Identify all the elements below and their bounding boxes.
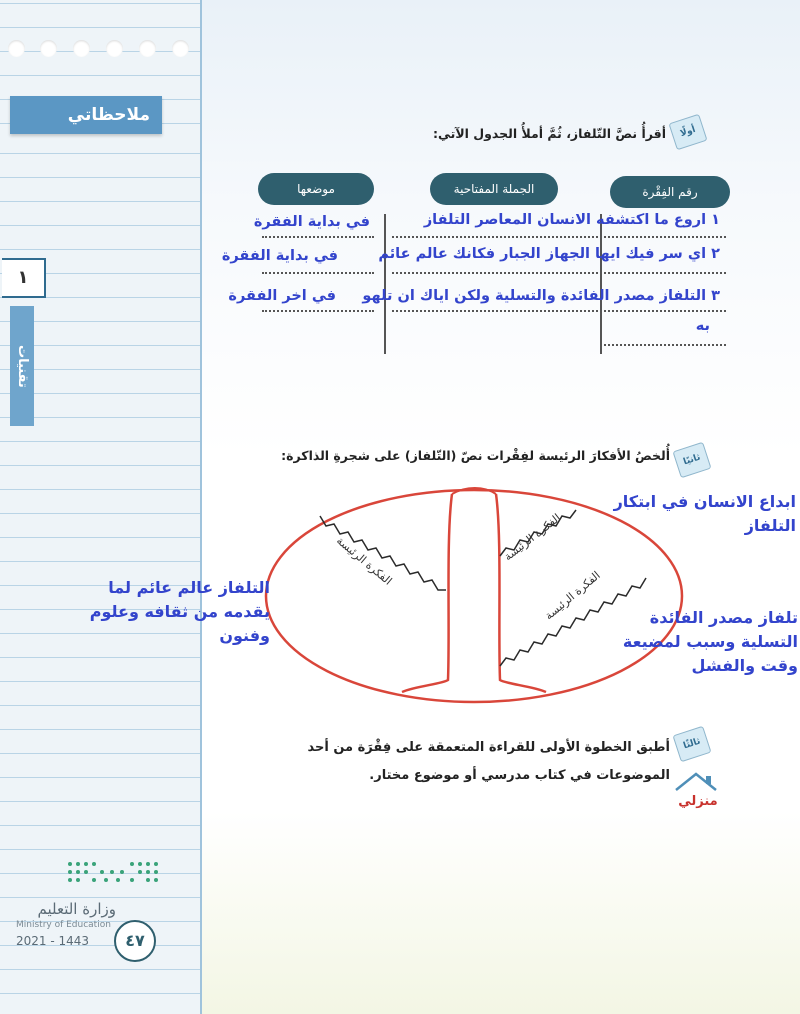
row-line (604, 344, 726, 346)
answer-top-right (596, 490, 796, 538)
row2-position: في بداية الفقرة (221, 248, 338, 264)
branch-label-top-right: الفكرة الرئيسة (501, 511, 564, 564)
ministry-name-en: Ministry of Education (16, 920, 111, 930)
binder-hole-icon (73, 40, 90, 57)
row1-position: في بداية الفقرة (253, 214, 370, 230)
year-label: 2021 - 1443 (16, 934, 90, 948)
ministry-name-ar: وزارة التعليم (37, 900, 116, 918)
row-line (392, 272, 726, 274)
section3-instruction-line2: الموضوعات في كتاب مدرسي أو موضوع مختار. (369, 768, 670, 783)
ministry-logo-icon (62, 858, 162, 888)
section3-instruction-line1: أطبق الخطوة الأولى للقراءة المتعمقة على فِقْرَة من أحد (307, 740, 670, 755)
answer-line: تلفاز مصدر الفائدة (649, 608, 798, 627)
row3-continuation: به (695, 318, 710, 334)
section2-badge: ثانيًا (672, 442, 711, 479)
table-divider (600, 214, 602, 354)
answer-line: التلفاز (744, 516, 796, 535)
binder-hole-icon (172, 40, 189, 57)
unit-number: ١ (2, 258, 46, 298)
section1-instruction: أقرأُ نصَّ التّلفاز، ثُمَّ أملأُ الجدول الآتي: (433, 126, 666, 141)
answer-bottom-right (610, 606, 798, 678)
row-line (262, 236, 374, 238)
notes-title: ملاحظاتي (10, 96, 162, 134)
home-label: منزلي (678, 794, 718, 809)
row-line (262, 310, 374, 312)
answer-line: وفنون (219, 626, 270, 645)
section3-badge: ثالثًا (672, 726, 711, 763)
section1-badge: أولًا (668, 114, 707, 151)
section2-instruction: أُلخصُ الأفكارَ الرئيسة لفِقْرات نصّ (التّلفاز) على شجرةِ الذاكرة: (281, 448, 670, 463)
answer-line: التلفاز عالم عائم لما (108, 578, 270, 597)
branch-label-left: الفكرة الرئيسة (333, 534, 395, 588)
row2-sentence: ٢ اي سر فيك ايها الجهاز الجبار فكانك عالم عائم (378, 246, 720, 262)
row3-position: في اخر الفقرة (228, 288, 336, 304)
unit-name: تقنيات (10, 306, 34, 426)
answer-line: يقدمه من ثقافه وعلوم (89, 602, 270, 621)
table-divider (384, 214, 386, 354)
branch-label-bottom-right: الفكرة الرئيسة (542, 568, 603, 623)
row3-sentence: ٣ التلفاز مصدر الفائدة والتسلية ولكن اياك ان تلهو (362, 288, 720, 304)
page-number: ٤٧ (114, 920, 156, 962)
row-line (392, 310, 726, 312)
binder-hole-icon (139, 40, 156, 57)
answer-line: ابداع الانسان في ابتكار (613, 492, 796, 511)
header-paragraph-number: رقم الفِقْرة (610, 176, 730, 208)
answer-left (86, 576, 270, 648)
answer-line: التسلية وسبب لمضيعة (622, 632, 798, 651)
row1-sentence: ١ اروع ما اكتشفه الانسان المعاصر التلفاز (423, 212, 720, 228)
margin-divider (200, 0, 202, 1014)
header-key-sentence: الجملة المفتاحية (430, 173, 558, 205)
row-line (392, 236, 726, 238)
binder-hole-icon (40, 40, 57, 57)
answer-line: وقت والفشل (691, 656, 798, 675)
header-position: موضعها (258, 173, 374, 205)
row-line (262, 272, 374, 274)
binder-hole-icon (106, 40, 123, 57)
binder-hole-icon (8, 40, 25, 57)
